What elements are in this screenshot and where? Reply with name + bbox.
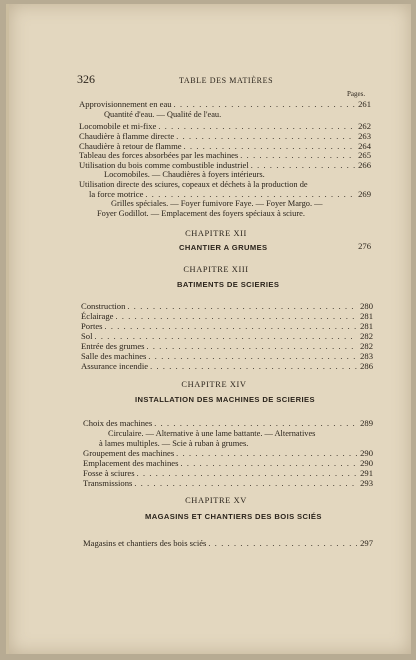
toc-entry-page: 291: [360, 468, 373, 478]
toc-entry-first-line: Utilisation directe des sciures, copeaux et déchets à la production de: [79, 180, 308, 189]
toc-entry-page: 282: [360, 341, 373, 351]
toc-entry: [83, 468, 373, 478]
leader-dots: [115, 312, 357, 321]
toc-entry: [83, 458, 373, 468]
leader-dots: [148, 352, 357, 361]
toc-entry: [81, 311, 373, 321]
running-title: TABLE DES MATIÈRES: [179, 76, 274, 85]
chapter-title: BATIMENTS DE SCIERIES: [177, 280, 280, 289]
toc-entry-page: 281: [360, 311, 373, 321]
toc-entry-label: Locomobile et mi-fixe: [79, 121, 157, 131]
toc-entry-label: Transmissions: [83, 478, 133, 488]
toc-entry: [83, 478, 373, 488]
toc-subentry: Grilles spéciales. — Foyer fumivore Faye. — Foyer Margo. —: [111, 199, 323, 208]
page-number: 326: [77, 72, 95, 86]
leader-dots: [154, 419, 357, 428]
toc-entry-page: 261: [358, 99, 371, 109]
chapter-title: MAGASINS ET CHANTIERS DES BOIS SCIÉS: [145, 512, 322, 521]
leader-dots: [180, 459, 357, 468]
chapter-heading: CHAPITRE XIV: [181, 380, 247, 389]
toc-entry-label: Construction: [81, 301, 126, 311]
toc-entry-page: 276: [358, 241, 371, 251]
toc-entry-label: la force motrice: [89, 189, 144, 199]
toc-entry: [81, 321, 373, 331]
toc-entry: [89, 189, 371, 199]
toc-entry-page: 286: [360, 361, 373, 371]
toc-entry-label: Assurance incendie: [81, 361, 149, 371]
toc-entry-page: 289: [360, 418, 373, 428]
toc-entry-page: 281: [360, 321, 373, 331]
toc-entry-page: 283: [360, 351, 373, 361]
leader-dots: [240, 151, 355, 160]
toc-entry-label: Chaudière à flamme directe: [79, 131, 175, 141]
toc-subentry: Quantité d'eau. — Qualité de l'eau.: [104, 110, 222, 119]
toc-entry: [79, 150, 371, 160]
toc-entry-label: Groupement des machines: [83, 448, 175, 458]
toc-entry-page: 290: [360, 458, 373, 468]
toc-entry-label: Utilisation du bois comme combustible industriel: [79, 160, 249, 170]
chapter-page: [357, 241, 371, 251]
toc-subentry: Foyer Godillot. — Emplacement des foyers spéciaux à sciure.: [97, 209, 305, 218]
toc-subentry: Circulaire. — Alternative à une lame battante. — Alternatives: [108, 429, 316, 438]
toc-entry-page: 266: [358, 160, 371, 170]
leader-dots: [104, 322, 357, 331]
chapter-title: CHANTIER A GRUMES: [179, 243, 268, 252]
toc-entry: [81, 301, 373, 311]
leader-dots: [150, 362, 357, 371]
toc-entry: [79, 160, 371, 170]
toc-entry: [81, 331, 373, 341]
toc-entry: [81, 341, 373, 351]
toc-entry: [79, 121, 371, 131]
book-page: [6, 4, 411, 654]
toc-entry: [81, 351, 373, 361]
toc-entry-page: 263: [358, 131, 371, 141]
leader-dots: [174, 100, 355, 109]
toc-entry-label: Sol: [81, 331, 93, 341]
toc-entry: [83, 418, 373, 428]
toc-entry-page: 262: [358, 121, 371, 131]
leader-dots: [145, 190, 355, 199]
toc-entry: [83, 538, 373, 548]
toc-entry-label: Portes: [81, 321, 103, 331]
toc-entry: [83, 448, 373, 458]
toc-entry-label: Éclairage: [81, 311, 114, 321]
toc-entry-label: Emplacement des machines: [83, 458, 179, 468]
toc-entry-label: Tableau des forces absorbées par les machines: [79, 150, 239, 160]
chapter-title: INSTALLATION DES MACHINES DE SCIERIES: [135, 395, 315, 404]
toc-entry-label: Chaudière à retour de flamme: [79, 141, 182, 151]
leader-dots: [176, 132, 355, 141]
toc-entry: [81, 361, 373, 371]
toc-entry-page: 265: [358, 150, 371, 160]
leader-dots: [134, 479, 357, 488]
toc-entry-label: Approvisionnement en eau: [79, 99, 172, 109]
toc-subentry: à lames multiples. — Scie à ruban à grumes.: [99, 439, 249, 448]
leader-dots: [251, 161, 355, 170]
toc-subentry: Locomobiles. — Chaudières à foyers intérieurs.: [104, 170, 265, 179]
toc-entry: [79, 99, 371, 109]
toc-entry-page: 280: [360, 301, 373, 311]
leader-dots: [208, 539, 357, 548]
toc-entry-page: 290: [360, 448, 373, 458]
toc-entry-page: 282: [360, 331, 373, 341]
leader-dots: [158, 122, 355, 131]
toc-entry-label: Salle des machines: [81, 351, 147, 361]
toc-entry-page: 297: [360, 538, 373, 548]
chapter-heading: CHAPITRE XIII: [183, 265, 249, 274]
chapter-heading: CHAPITRE XII: [185, 229, 247, 238]
pages-column-label: Pages.: [347, 90, 366, 98]
chapter-heading: CHAPITRE XV: [185, 496, 247, 505]
leader-dots: [127, 302, 357, 311]
leader-dots: [146, 342, 357, 351]
toc-entry-page: 293: [360, 478, 373, 488]
toc-entry-label: Entrée des grumes: [81, 341, 145, 351]
leader-dots: [176, 449, 357, 458]
toc-entry-page: 269: [358, 189, 371, 199]
toc-entry-label: Fosse à sciures: [83, 468, 135, 478]
leader-dots: [94, 332, 357, 341]
leader-dots: [137, 469, 357, 478]
toc-entry-label: Choix des machines: [83, 418, 153, 428]
toc-entry-page: 264: [358, 141, 371, 151]
toc-entry-label: Magasins et chantiers des bois sciés: [83, 538, 207, 548]
toc-entry: [79, 131, 371, 141]
